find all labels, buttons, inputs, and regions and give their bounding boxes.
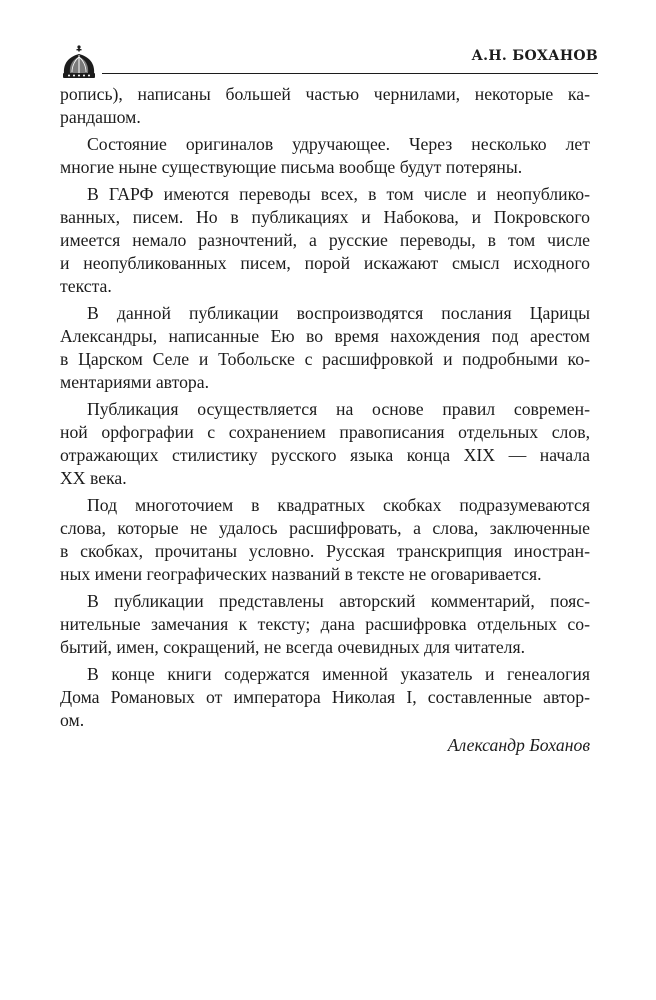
text-line: ванных, писем. Но в публикациях и Набокова, и Покровского xyxy=(60,207,590,227)
text-line: ропись), написаны большей частью чернилами, некоторые ка- xyxy=(60,84,590,104)
text-line: в скобках, прочитаны условно. Русская транскрипция иностран- xyxy=(60,541,590,561)
text-line: имеется немало разночтений, а русские переводы, в том числе xyxy=(60,230,590,250)
text-line: ом. xyxy=(60,710,85,730)
text-line: XX века. xyxy=(60,468,127,488)
text-line: Состояние оригиналов удручающее. Через несколько лет xyxy=(87,134,590,154)
text-line: В конце книги содержатся именной указатель и генеалогия xyxy=(87,664,590,684)
text-line: нительные замечания к тексту; дана расшифровка отдельных со- xyxy=(60,614,590,634)
text-line: текста. xyxy=(60,276,112,296)
crown-icon xyxy=(60,44,98,80)
text-line: отражающих стилистику русского языка конца XIX — начала xyxy=(60,445,590,465)
text-line: слова, которые не удалось расшифровать, а слова, заключенные xyxy=(60,518,590,538)
text-line: Александры, написанные Ею во время нахождения под арестом xyxy=(60,326,590,346)
body-text xyxy=(60,83,590,757)
text-line: в Царском Селе и Тобольске с расшифровкой и подробными ко- xyxy=(60,349,590,369)
text-line: ментариями автора. xyxy=(60,372,210,392)
text-line: ной орфографии с сохранением правописания отдельных слов, xyxy=(60,422,590,442)
text-line: В ГАРФ имеются переводы всех, в том числе и неопублико- xyxy=(87,184,590,204)
header-rule xyxy=(102,73,598,74)
text-line: В данной публикации воспроизводятся послания Царицы xyxy=(87,303,590,323)
text-line: В публикации представлены авторский комментарий, пояс- xyxy=(87,591,590,611)
text-line: рандашом. xyxy=(60,107,141,127)
running-header xyxy=(60,44,598,80)
text-line: Дома Романовых от императора Николая I, составленные автор- xyxy=(60,687,590,707)
text-line: и неопубликованных писем, порой искажают смысл исходного xyxy=(60,253,590,273)
running-header-author: А.Н. БОХАНОВ xyxy=(471,48,598,64)
text-line: Публикация осуществляется на основе правил современ- xyxy=(87,399,590,419)
author-signature: Александр Боханов xyxy=(447,735,590,755)
text-line: многие ныне существующие письма вообще будут потеряны. xyxy=(60,157,523,177)
text-line: Под многоточием в квадратных скобках подразумеваются xyxy=(87,495,590,515)
text-line: ных имени географических названий в тексте не оговаривается. xyxy=(60,564,542,584)
text-line: бытий, имен, сокращений, не всегда очевидных для читателя. xyxy=(60,637,526,657)
